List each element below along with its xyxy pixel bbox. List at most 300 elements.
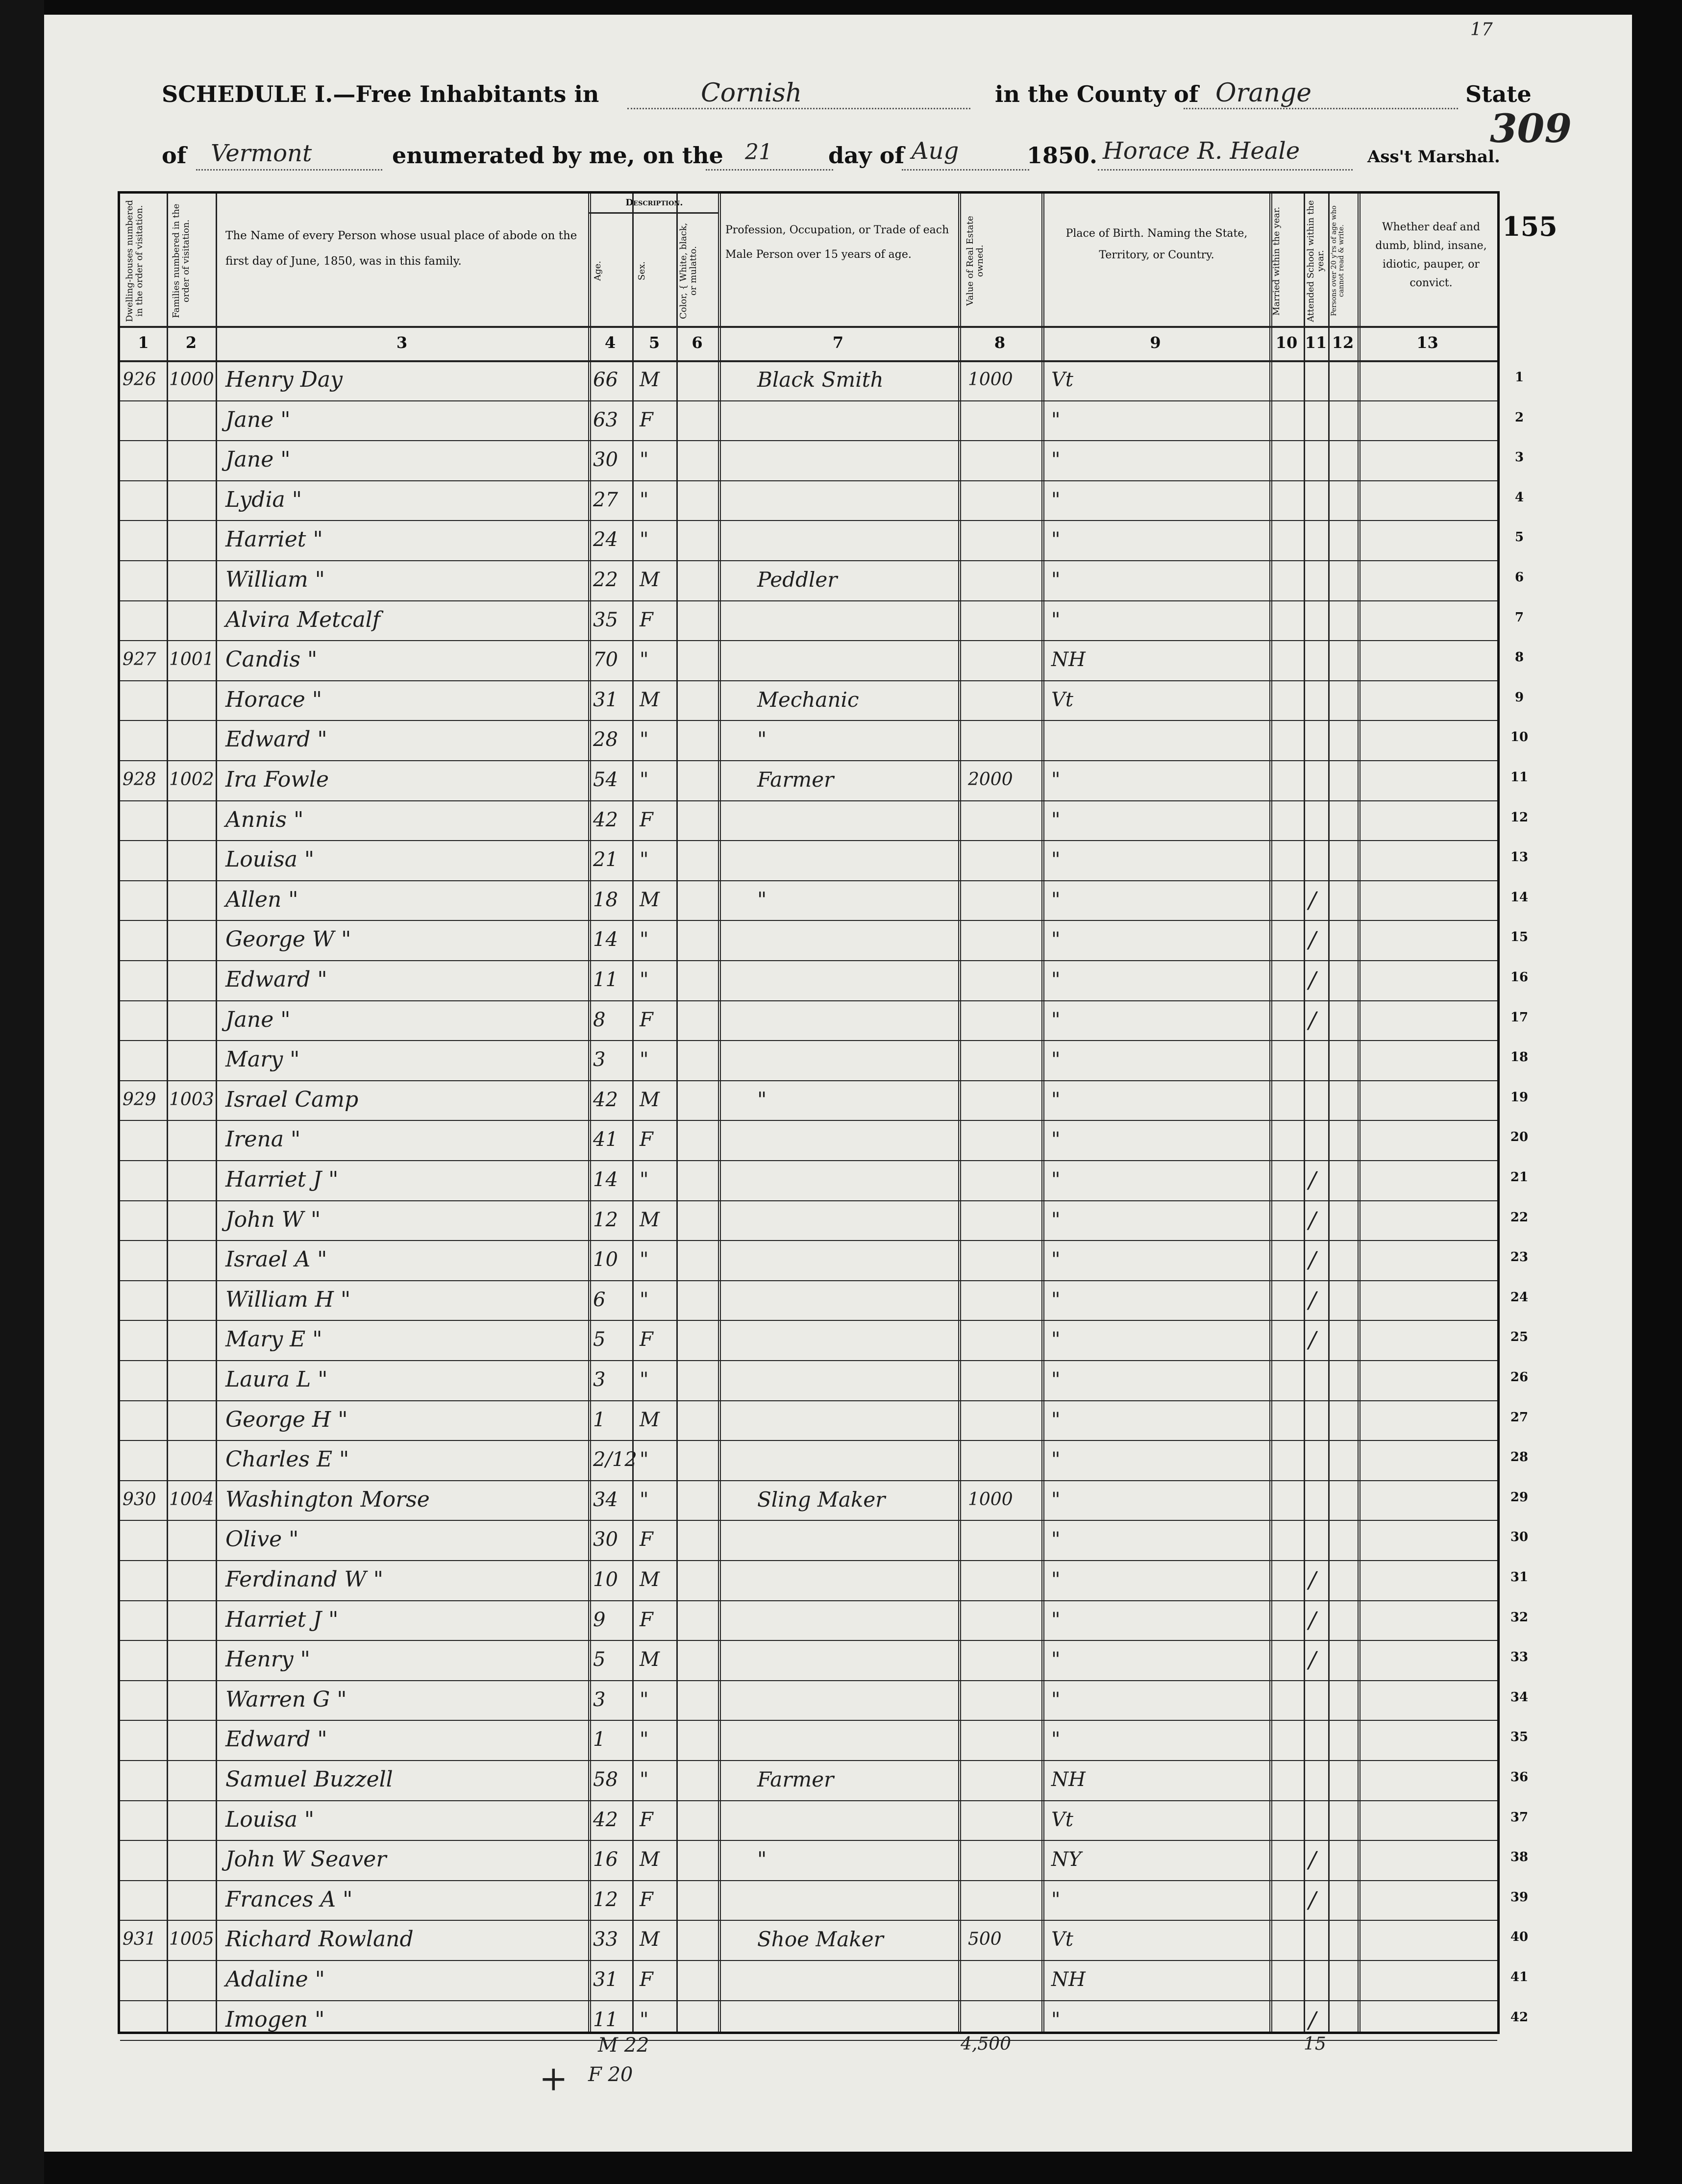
- person-name: Imogen ": [225, 2007, 325, 2032]
- birthplace: ": [1051, 1728, 1061, 1751]
- family-number: [169, 480, 216, 521]
- person-age: 31: [593, 1968, 618, 1991]
- person-occupation: Black Smith: [757, 368, 884, 392]
- birthplace: ": [1051, 408, 1061, 431]
- attended-school-mark: [1309, 480, 1328, 521]
- attended-school-mark: [1309, 1720, 1328, 1760]
- birthplace: ": [1051, 1128, 1061, 1151]
- person-name: Edward ": [225, 1727, 327, 1752]
- person-age: 9: [593, 1608, 606, 1631]
- col-rule-1: [167, 194, 168, 2032]
- attended-school-mark: [1309, 1040, 1328, 1080]
- person-sex: F: [640, 1608, 653, 1631]
- col-rule-3: [588, 194, 591, 2032]
- person-sex: ": [640, 1688, 649, 1711]
- real-estate-value: [968, 640, 1041, 680]
- person-age: 22: [593, 569, 618, 591]
- person-sex: F: [640, 1008, 653, 1031]
- line-number: 3: [1514, 450, 1524, 465]
- stamp-number: 309: [1490, 105, 1572, 151]
- person-name: William H ": [225, 1287, 351, 1312]
- line-number: 20: [1510, 1130, 1529, 1145]
- day-rule: [706, 169, 833, 171]
- dwelling-number: [123, 1600, 167, 1640]
- person-age: 42: [593, 808, 618, 831]
- person-name: Jane ": [225, 447, 291, 472]
- schedule-title: SCHEDULE I.—Free Inhabitants in: [162, 81, 599, 107]
- birthplace: ": [1051, 1488, 1061, 1511]
- dwelling-number: [123, 1000, 167, 1041]
- col-header-8: Value of Real Estate owned.: [965, 216, 985, 306]
- person-age: 66: [593, 369, 618, 391]
- person-occupation: Mechanic: [757, 687, 859, 712]
- sheet-number: 17: [1470, 20, 1493, 40]
- dwelling-number: [123, 880, 167, 920]
- line-number: 5: [1514, 530, 1524, 545]
- attended-school-mark: /: [1309, 1886, 1316, 1913]
- col-number-3: 3: [396, 333, 408, 352]
- person-age: 42: [593, 1088, 618, 1111]
- attended-school-mark: [1309, 400, 1328, 441]
- attended-school-mark: /: [1309, 1646, 1316, 1673]
- dwelling-number: [123, 720, 167, 760]
- col-number-5: 5: [648, 333, 660, 352]
- margin-note-cross: +: [539, 2059, 568, 2099]
- real-estate-value: [968, 600, 1041, 641]
- person-age: 1: [593, 1408, 606, 1431]
- person-occupation: [757, 600, 953, 641]
- line-number: 34: [1510, 1689, 1529, 1705]
- dwelling-number: 931: [123, 1929, 156, 1950]
- person-name: Louisa ": [225, 1807, 315, 1832]
- person-age: 54: [593, 769, 618, 791]
- person-sex: ": [640, 1168, 649, 1191]
- person-name: Edward ": [225, 967, 327, 992]
- birthplace: NH: [1051, 1768, 1086, 1791]
- person-occupation: Sling Maker: [757, 1487, 886, 1512]
- attended-school-mark: [1309, 1360, 1328, 1400]
- attended-school-mark: /: [1309, 1566, 1316, 1593]
- person-name: Harriet ": [225, 527, 323, 552]
- family-number: [169, 1360, 216, 1400]
- person-sex: ": [640, 488, 649, 511]
- attended-school-mark: /: [1309, 967, 1316, 993]
- marshal-rule: [1098, 169, 1353, 171]
- dwelling-number: [123, 1880, 167, 1920]
- line-number: 26: [1510, 1370, 1529, 1385]
- attended-school-mark: /: [1309, 1206, 1316, 1233]
- dwelling-number: [123, 1120, 167, 1160]
- person-sex: ": [640, 968, 649, 991]
- col-number-13: 13: [1416, 333, 1438, 352]
- year-value: 1850.: [1027, 142, 1098, 169]
- real-estate-value: [968, 1200, 1041, 1241]
- family-number: [169, 1200, 216, 1241]
- person-name: George H ": [225, 1407, 348, 1432]
- person-age: 18: [593, 888, 618, 911]
- dwelling-number: [123, 1360, 167, 1400]
- family-number: [169, 840, 216, 880]
- person-name: Harriet J ": [225, 1167, 339, 1192]
- birthplace: Vt: [1051, 688, 1073, 711]
- person-age: 14: [593, 1168, 618, 1191]
- real-estate-value: [968, 800, 1041, 841]
- line-number: 28: [1510, 1450, 1529, 1465]
- family-number: [169, 2000, 216, 2040]
- col-number-12: 12: [1332, 333, 1354, 352]
- col-rule-6: [718, 194, 721, 2032]
- person-occupation: [757, 400, 953, 441]
- person-age: 30: [593, 448, 618, 472]
- line-number: 1: [1514, 370, 1524, 385]
- person-age: 28: [593, 728, 618, 751]
- family-number: 1001: [169, 649, 214, 670]
- day-of-label: day of: [828, 142, 905, 169]
- person-name: Louisa ": [225, 847, 315, 872]
- attended-school-mark: /: [1309, 1006, 1316, 1033]
- birthplace: ": [1051, 1168, 1061, 1191]
- person-name: Samuel Buzzell: [225, 1767, 393, 1792]
- person-sex: ": [640, 1768, 649, 1791]
- birthplace: NH: [1051, 1968, 1086, 1991]
- real-estate-value: [968, 480, 1041, 521]
- real-estate-value: [968, 1960, 1041, 2000]
- birthplace: ": [1051, 2008, 1061, 2031]
- birthplace: ": [1051, 1888, 1061, 1911]
- person-age: 3: [593, 1688, 606, 1711]
- person-age: 70: [593, 648, 618, 671]
- enumerated-label: enumerated by me, on the: [392, 142, 723, 169]
- real-estate-value: [968, 920, 1041, 960]
- line-number: 41: [1510, 1970, 1529, 1985]
- person-occupation: [757, 520, 953, 560]
- person-name: Irena ": [225, 1127, 301, 1152]
- person-sex: F: [640, 1128, 653, 1151]
- col-header-3: The Name of every Person whose usual place of abode on the first day of June, 1850, was in this family.: [225, 229, 577, 268]
- family-number: 1004: [169, 1489, 214, 1510]
- header-bottom-rule: [120, 326, 1497, 328]
- real-estate-value: [968, 1720, 1041, 1760]
- person-name: Adaline ": [225, 1967, 325, 1992]
- person-name: Olive ": [225, 1527, 299, 1552]
- real-estate-value: [968, 1520, 1041, 1560]
- line-number: 35: [1510, 1730, 1529, 1745]
- person-sex: ": [640, 1048, 649, 1071]
- person-occupation: Shoe Maker: [757, 1927, 884, 1952]
- birthplace: ": [1051, 608, 1061, 631]
- person-occupation: [757, 1720, 953, 1760]
- person-occupation: ": [757, 1087, 767, 1112]
- marshal-label: Ass't Marshal.: [1367, 147, 1500, 167]
- family-number: [169, 1760, 216, 1800]
- dwelling-number: [123, 680, 167, 720]
- person-occupation: [757, 960, 953, 1000]
- birthplace: ": [1051, 1208, 1061, 1231]
- line-number: 9: [1514, 690, 1524, 705]
- person-sex: F: [640, 1968, 653, 1991]
- person-sex: ": [640, 1488, 649, 1511]
- person-age: 30: [593, 1528, 618, 1551]
- person-sex: F: [640, 1888, 653, 1911]
- birthplace: ": [1051, 1288, 1061, 1311]
- col-number-11: 11: [1305, 333, 1327, 352]
- person-sex: F: [640, 408, 653, 431]
- line-number: 42: [1510, 2010, 1529, 2025]
- col-rule-12: [1358, 194, 1360, 2032]
- birthplace: ": [1051, 488, 1061, 511]
- attended-school-mark: /: [1309, 2006, 1316, 2033]
- birthplace: ": [1051, 769, 1061, 791]
- family-number: [169, 960, 216, 1000]
- col-number-1: 1: [138, 333, 149, 352]
- real-estate-value: [968, 560, 1041, 600]
- dwelling-number: [123, 920, 167, 960]
- line-number: 7: [1514, 610, 1524, 625]
- person-occupation: [757, 1520, 953, 1560]
- person-name: William ": [225, 567, 325, 592]
- birthplace: ": [1051, 1008, 1061, 1031]
- family-number: [169, 1040, 216, 1080]
- line-number: 13: [1510, 850, 1529, 865]
- person-sex: M: [640, 888, 660, 911]
- person-occupation: [757, 1200, 953, 1241]
- birthplace: ": [1051, 888, 1061, 911]
- person-age: 35: [593, 608, 618, 631]
- person-name: Warren G ": [225, 1687, 347, 1712]
- person-name: Charles E ": [225, 1447, 349, 1472]
- county-name: Orange: [1215, 78, 1312, 108]
- person-age: 10: [593, 1248, 618, 1271]
- attended-school-mark: [1309, 1520, 1328, 1560]
- col-header-12: Persons over 20 y'rs of age who cannot read & write.: [1330, 205, 1345, 317]
- family-number: [169, 1240, 216, 1280]
- family-number: [169, 400, 216, 441]
- person-age: 63: [593, 408, 618, 431]
- attended-school-mark: [1309, 560, 1328, 600]
- person-occupation: [757, 1560, 953, 1600]
- person-occupation: [757, 1160, 953, 1200]
- real-estate-value: [968, 1680, 1041, 1720]
- attended-school-mark: /: [1309, 1286, 1316, 1313]
- attended-school-mark: [1309, 1480, 1328, 1520]
- person-name: Washington Morse: [225, 1487, 430, 1512]
- dwelling-number: [123, 1280, 167, 1320]
- birthplace: ": [1051, 1368, 1061, 1391]
- birthplace: ": [1051, 528, 1061, 551]
- town-name: Cornish: [701, 78, 802, 108]
- person-sex: ": [640, 1248, 649, 1271]
- birthplace: ": [1051, 569, 1061, 591]
- line-number: 40: [1510, 1930, 1529, 1945]
- person-age: 11: [593, 968, 618, 991]
- real-estate-value: [968, 1160, 1041, 1200]
- state-rule: [196, 169, 382, 171]
- col-rule-11: [1328, 194, 1330, 2032]
- person-name: Henry Day: [225, 367, 343, 392]
- person-age: 24: [593, 528, 618, 551]
- family-number: [169, 600, 216, 641]
- dwelling-number: [123, 1320, 167, 1360]
- family-number: [169, 1320, 216, 1360]
- family-number: [169, 1000, 216, 1041]
- dwelling-number: 928: [123, 769, 156, 790]
- person-sex: ": [640, 448, 649, 472]
- birthplace: ": [1051, 1448, 1061, 1471]
- dwelling-number: 930: [123, 1489, 156, 1510]
- person-occupation: [757, 1640, 953, 1680]
- col-number-10: 10: [1275, 333, 1298, 352]
- person-age: 21: [593, 848, 618, 871]
- birthplace: ": [1051, 1408, 1061, 1431]
- col-header-1: Dwelling-houses numbered in the order of visitation.: [124, 199, 145, 323]
- family-number: [169, 1680, 216, 1720]
- page-number: 155: [1502, 211, 1558, 242]
- dwelling-number: [123, 520, 167, 560]
- person-sex: M: [640, 1088, 660, 1111]
- person-name: Jane ": [225, 1007, 291, 1032]
- col-number-2: 2: [185, 333, 197, 352]
- person-sex: ": [640, 528, 649, 551]
- col-rule-7: [958, 194, 961, 2032]
- real-estate-value: [968, 1800, 1041, 1840]
- person-sex: M: [640, 369, 660, 391]
- line-number: 14: [1510, 890, 1529, 905]
- dwelling-number: [123, 1840, 167, 1880]
- family-number: [169, 1280, 216, 1320]
- scan-left-edge: [0, 0, 44, 2184]
- family-number: [169, 560, 216, 600]
- col-number-8: 8: [994, 333, 1006, 352]
- attended-school-mark: [1309, 1680, 1328, 1720]
- person-sex: M: [640, 1648, 660, 1671]
- person-name: Israel Camp: [225, 1087, 359, 1112]
- line-number: 12: [1510, 810, 1529, 825]
- attended-school-mark: [1309, 1960, 1328, 2000]
- real-estate-value: [968, 1600, 1041, 1640]
- person-name: Laura L ": [225, 1367, 328, 1392]
- person-sex: M: [640, 569, 660, 591]
- col-rule-4: [632, 194, 634, 2032]
- birthplace: ": [1051, 848, 1061, 871]
- birthplace: ": [1051, 1048, 1061, 1071]
- person-sex: F: [640, 1528, 653, 1551]
- dwelling-number: [123, 1440, 167, 1480]
- real-estate-value: [968, 1360, 1041, 1400]
- person-occupation: [757, 1320, 953, 1360]
- col-rule-5: [676, 194, 678, 2032]
- family-number: [169, 1520, 216, 1560]
- attended-school-mark: /: [1309, 1246, 1316, 1273]
- line-number: 6: [1514, 570, 1524, 585]
- dwelling-number: [123, 1560, 167, 1600]
- family-number: [169, 520, 216, 560]
- real-estate-value: [968, 1240, 1041, 1280]
- person-name: Richard Rowland: [225, 1927, 414, 1952]
- person-occupation: [757, 1600, 953, 1640]
- attended-school-mark: [1309, 760, 1328, 800]
- line-number: 24: [1510, 1290, 1529, 1305]
- line-number: 11: [1510, 770, 1529, 785]
- person-sex: M: [640, 1408, 660, 1431]
- person-occupation: [757, 840, 953, 880]
- person-occupation: ": [757, 887, 767, 912]
- line-number: 31: [1510, 1570, 1529, 1585]
- real-estate-value: [968, 680, 1041, 720]
- town-rule: [627, 108, 970, 109]
- line-number: 39: [1510, 1889, 1529, 1905]
- real-estate-value: [968, 1840, 1041, 1880]
- person-name: Alvira Metcalf: [225, 607, 381, 632]
- person-sex: ": [640, 769, 649, 791]
- person-age: 14: [593, 928, 618, 951]
- school-total: 15: [1304, 2034, 1326, 2054]
- real-estate-value: 500: [968, 1929, 1002, 1950]
- state-label: State: [1465, 81, 1532, 107]
- real-estate-value: [968, 840, 1041, 880]
- dwelling-number: [123, 960, 167, 1000]
- dwelling-number: [123, 1400, 167, 1440]
- line-number: 2: [1514, 410, 1524, 425]
- attended-school-mark: [1309, 840, 1328, 880]
- line-number: 38: [1510, 1850, 1529, 1865]
- person-age: 3: [593, 1368, 606, 1391]
- person-occupation: [757, 1400, 953, 1440]
- line-number: 22: [1510, 1210, 1529, 1225]
- day-value: 21: [745, 140, 772, 165]
- person-name: George W ": [225, 927, 351, 952]
- real-estate-value: [968, 1280, 1041, 1320]
- person-age: 10: [593, 1568, 618, 1591]
- person-name: Henry ": [225, 1647, 310, 1672]
- attended-school-mark: /: [1309, 1166, 1316, 1193]
- person-name: Ira Fowle: [225, 767, 329, 792]
- line-number: 27: [1510, 1410, 1529, 1425]
- person-age: 12: [593, 1208, 618, 1231]
- person-name: Frances A ": [225, 1886, 353, 1912]
- person-age: 1: [593, 1728, 606, 1751]
- attended-school-mark: [1309, 1760, 1328, 1800]
- col-number-9: 9: [1150, 333, 1161, 352]
- col-header-9: Place of Birth. Naming the State, Territory, or Country.: [1065, 227, 1248, 261]
- attended-school-mark: [1309, 360, 1328, 400]
- col-rule-10: [1304, 194, 1305, 2032]
- person-age: 34: [593, 1488, 618, 1511]
- dwelling-number: [123, 1240, 167, 1280]
- person-sex: ": [640, 928, 649, 951]
- person-sex: M: [640, 1928, 660, 1951]
- real-estate-value: 1000: [968, 1489, 1013, 1510]
- line-number: 21: [1510, 1170, 1529, 1185]
- col-header-13: Whether deaf and dumb, blind, insane, idiotic, pauper, or convict.: [1375, 221, 1487, 289]
- birthplace: Vt: [1051, 1928, 1073, 1951]
- dwelling-number: [123, 600, 167, 641]
- family-number: [169, 1160, 216, 1200]
- person-sex: F: [640, 1328, 653, 1351]
- person-age: 33: [593, 1928, 618, 1951]
- county-rule: [1184, 108, 1458, 109]
- person-name: Allen ": [225, 887, 298, 912]
- person-name: Harriet J ": [225, 1607, 339, 1632]
- person-name: Jane ": [225, 407, 291, 432]
- birthplace: ": [1051, 1688, 1061, 1711]
- person-occupation: [757, 2000, 953, 2040]
- person-occupation: [757, 640, 953, 680]
- person-name: Israel A ": [225, 1247, 327, 1272]
- family-number: [169, 800, 216, 841]
- person-age: 11: [593, 2008, 618, 2031]
- person-occupation: [757, 1120, 953, 1160]
- birthplace: Vt: [1051, 1808, 1073, 1831]
